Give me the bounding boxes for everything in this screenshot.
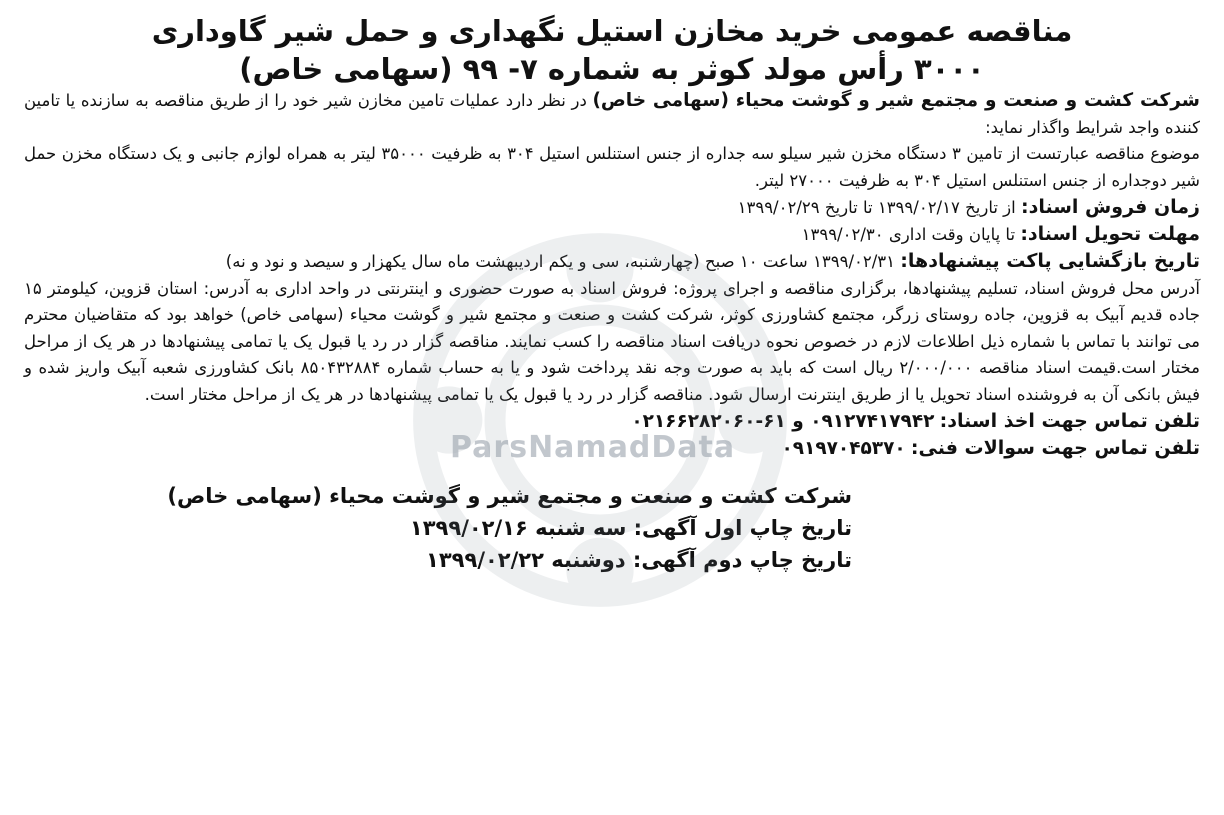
intro-paragraph	[24, 88, 1200, 141]
tender-title-line1: مناقصه عمومی خرید مخازن استیل نگهداری و حمل شیر گاوداری	[151, 14, 1073, 48]
phone-tech-label: تلفن تماس جهت سوالات فنی:	[910, 437, 1200, 459]
phone-tech-row	[24, 435, 1200, 462]
sale-period-value: از تاریخ ۱۳۹۹/۰۲/۱۷ تا تاریخ ۱۳۹۹/۰۲/۲۹	[737, 198, 1016, 217]
company-name: شرکت کشت و صنعت و مجتمع شیر و گوشت محیاء (سهامی خاص)	[592, 90, 1200, 111]
phone-docs-value: ۰۹۱۲۷۴۱۷۹۴۲ و ۶۱-۰۲۱۶۶۲۸۲۰۶۰	[631, 411, 935, 432]
phone-tech-value: ۰۹۱۹۷۰۴۵۳۷۰	[781, 438, 906, 459]
watermark-text: ParsNamadData	[450, 430, 736, 465]
intro-text: در نظر دارد عملیات تامین مخازن شیر خود را از طریق مناقصه به سازنده یا تامین کننده واجد شرایط واگذار نماید:	[24, 91, 1200, 137]
deadline-label: مهلت تحویل اسناد:	[1020, 223, 1200, 245]
footer-block	[24, 480, 1200, 576]
opening-label: تاریخ بازگشایی پاکت پیشنهادها:	[900, 250, 1200, 272]
phone-docs-row	[24, 408, 1200, 435]
tender-title-line2: ۳۰۰۰ رأس مولد کوثر به شماره ۷- ۹۹ (سهامی خاص)	[239, 52, 985, 86]
opening-value: ۱۳۹۹/۰۲/۳۱ ساعت ۱۰ صبح (چهارشنبه، سی و یکم اردیبهشت ماه سال یکهزار و سیصد و نود و نه)	[225, 252, 896, 271]
deadline-row	[24, 221, 1200, 248]
footer-print-date-2: تاریخ چاپ دوم آگهی: دوشنبه ۱۳۹۹/۰۲/۲۲	[426, 548, 852, 572]
sale-period-label: زمان فروش اسناد:	[1020, 196, 1200, 218]
tender-notice	[10, 10, 1214, 805]
footer-print-date-1: تاریخ چاپ اول آگهی: سه شنبه ۱۳۹۹/۰۲/۱۶	[409, 516, 852, 540]
footer-company: شرکت کشت و صنعت و مجتمع شیر و گوشت محیاء (سهامی خاص)	[167, 484, 852, 508]
address-paragraph: آدرس محل فروش اسناد، تسلیم پیشنهادها، برگزاری مناقصه و اجرای پروژه: فروش اسناد به صورت حضوری و اینترنتی در واحد اداری به آدرس: استان قزوین، کیلومتر ۱۵ جاده قدیم آبیک به قزوین، جاده روستای زرگر، مجتمع کشاورزی کوثر، شرکت کشت و صنعت و مجتمع شیر و گوشت محیاء (سهامی خاص) خواهد بود که متقاضیان محترم می توانند با تماس با شماره ذیل اطلاعات لازم در خصوص نحوه دریافت اسناد مناقصه را کسب نمایند. مناقصه گزار در رد یا قبول یک یا تمامی پیشنهادها در هر یک از مراحل مختار است.قیمت اسناد مناقصه ۲/۰۰۰/۰۰۰ ریال است که باید به صورت وجه نقد پرداخت شود و یا به حساب شماره ۸۵۰۴۳۲۸۸۴ بانک کشاورزی شعبه آبیک واریز شده و فیش بانکی آن به فروشنده اسناد تحویل یا از طریق اینترنت ارسال شود. مناقصه گزار در رد یا قبول یک یا تمامی پیشنهادها در هر یک از مراحل مختار است.	[24, 278, 1200, 404]
deadline-value: تا پایان وقت اداری ۱۳۹۹/۰۲/۳۰	[801, 225, 1016, 244]
subject-paragraph: موضوع مناقصه عبارتست از تامین ۳ دستگاه مخزن شیر سیلو سه جداره از جنس استنلس استیل ۳۰۴ به ظرفیت ۳۵۰۰۰ لیتر به همراه لوازم جانبی و یک دستگاه مخزن حمل شیر دوجداره از جنس استنلس استیل ۳۰۴ به ظرفیت ۲۷۰۰۰ لیتر.	[24, 144, 1200, 190]
phone-docs-label: تلفن تماس جهت اخذ اسناد:	[939, 410, 1200, 432]
opening-row	[24, 248, 1200, 276]
sale-period-row	[24, 194, 1200, 221]
